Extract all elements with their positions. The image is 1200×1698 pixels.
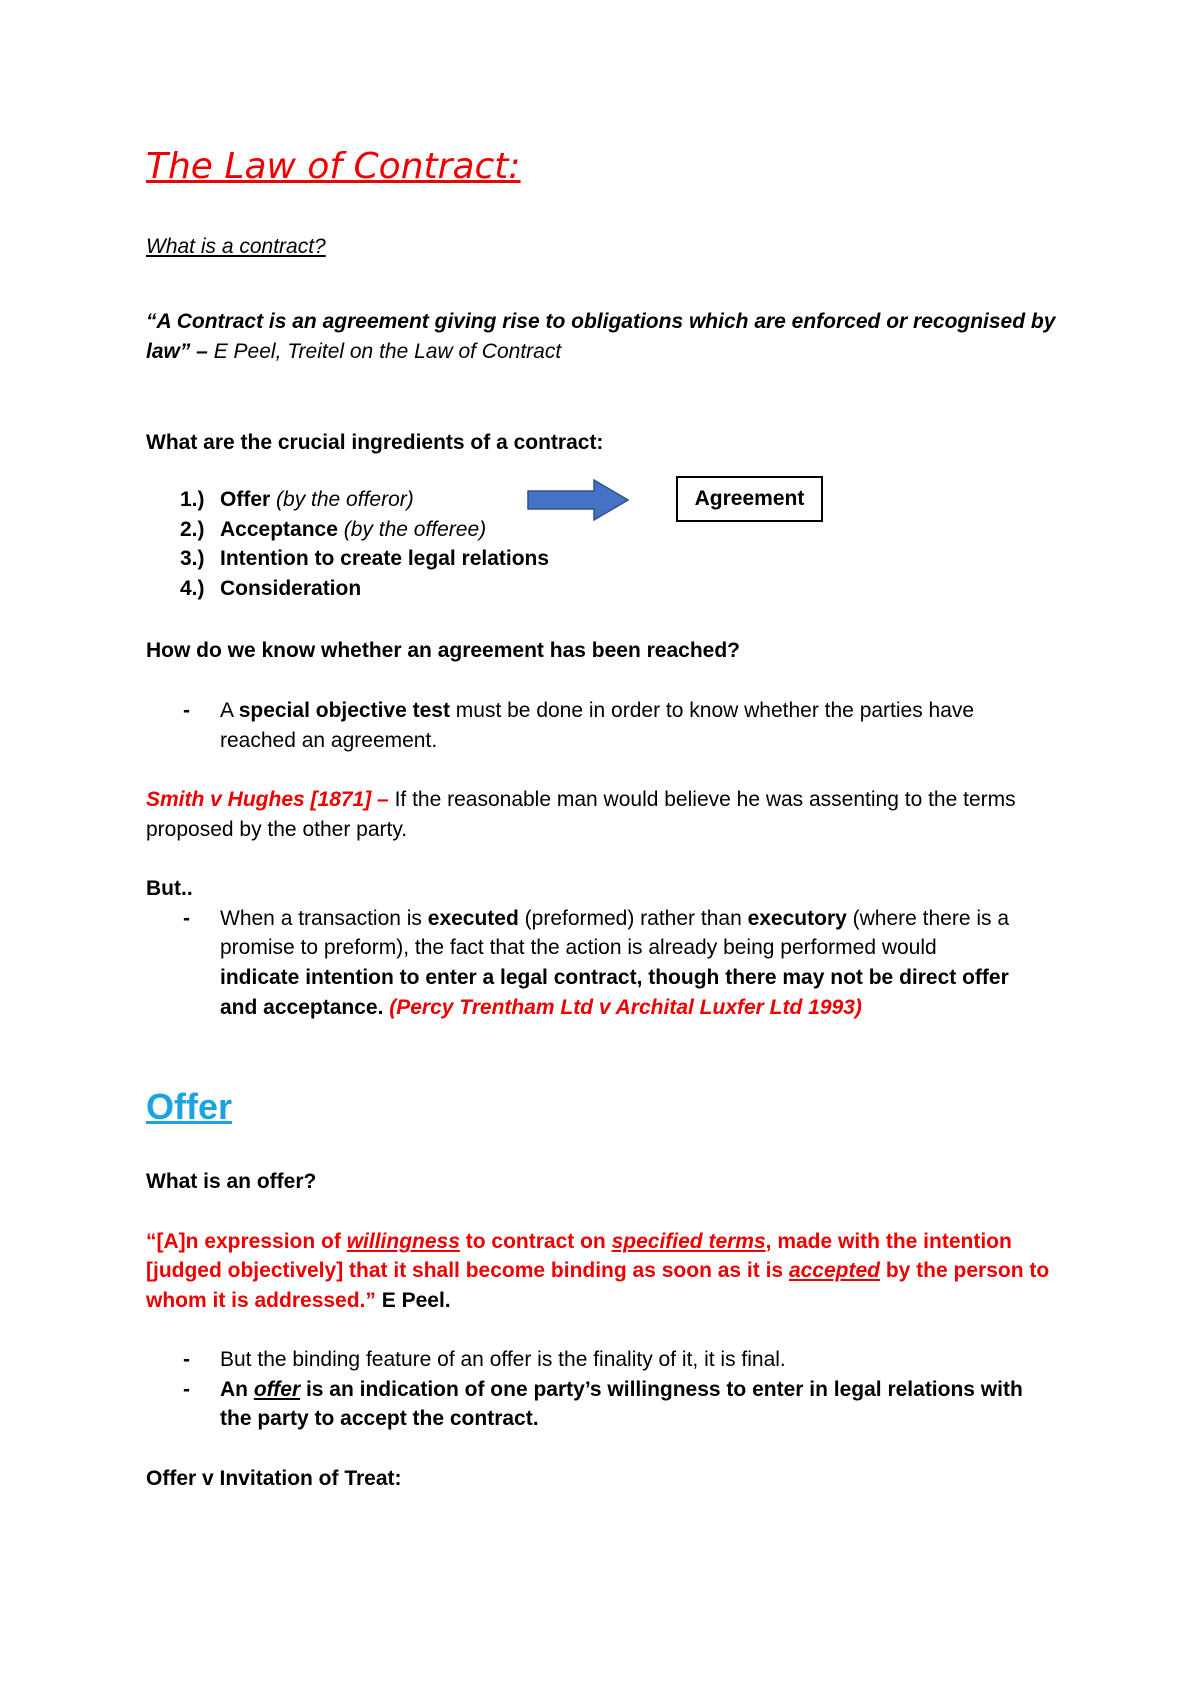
case-citation: (Percy Trentham Ltd v Archital Luxfer Ltd 1993) xyxy=(389,996,862,1019)
smith-v-hughes-line1: Smith v Hughes [1871] – If the reasonable man would believe he was assenting to the terms xyxy=(146,788,1016,811)
but-heading: But.. xyxy=(146,877,193,900)
invitation-heading: Offer v Invitation of Treat: xyxy=(146,1467,402,1490)
executed-line1: When a transaction is executed (preformed) rather than executory (where there is a xyxy=(220,907,1010,930)
bullet-dash: - xyxy=(183,699,190,722)
offer-quote-line1: “[A]n expression of willingness to contract on specified terms, made with the intention xyxy=(146,1230,1012,1253)
bullet-dash: - xyxy=(183,1348,190,1371)
quote-source: E Peel, Treitel on the Law of Contract xyxy=(207,340,562,363)
smith-v-hughes-line2: proposed by the other party. xyxy=(146,818,408,841)
agreement-question-heading: How do we know whether an agreement has been reached? xyxy=(146,639,740,662)
list-item: Intention to create legal relations xyxy=(220,547,550,570)
quote-law: law” – xyxy=(146,340,208,363)
executed-line4: and acceptance. (Percy Trentham Ltd v Archital Luxfer Ltd 1993) xyxy=(220,996,862,1019)
offer-question: What is an offer? xyxy=(146,1170,317,1193)
offer-section-heading: Offer xyxy=(146,1086,233,1127)
ingredients-heading: What are the crucial ingredients of a contract: xyxy=(146,431,604,454)
list-item: Consideration xyxy=(220,577,362,600)
executed-line2: promise to preform), the fact that the action is already being performed would xyxy=(220,936,937,959)
agreement-box: Agreement xyxy=(676,476,823,522)
list-number: 4.) xyxy=(180,577,205,600)
offer-quote-line2: [judged objectively] that it shall become binding as soon as it is accepted by the person to xyxy=(146,1259,1050,1282)
offer-bullet-1: But the binding feature of an offer is the finality of it, it is final. xyxy=(220,1348,786,1371)
bullet-dash: - xyxy=(183,1378,190,1401)
question-what-is-contract: What is a contract? xyxy=(146,235,326,258)
list-number: 3.) xyxy=(180,547,205,570)
objective-test-line2: reached an agreement. xyxy=(220,729,438,752)
bullet-dash: - xyxy=(183,907,190,930)
offer-bullet-2: An offer is an indication of one party’s willingness to enter in legal relations with xyxy=(220,1378,1023,1401)
objective-test-line1: A special objective test must be done in order to know whether the parties have xyxy=(220,699,975,722)
page-title: The Law of Contract: xyxy=(146,146,521,187)
list-item: Acceptance (by the offeree) xyxy=(220,518,487,541)
list-number: 1.) xyxy=(180,488,205,511)
list-number: 2.) xyxy=(180,518,205,541)
quote-line1: “A Contract is an agreement giving rise to obligations which are enforced or recognised by xyxy=(146,310,1056,333)
contract-definition-attribution xyxy=(146,337,561,367)
executed-line3: indicate intention to enter a legal contract, though there may not be direct offer xyxy=(220,966,1009,989)
offer-bullet-2-line2: the party to accept the contract. xyxy=(220,1407,539,1430)
right-arrow-icon xyxy=(526,478,630,522)
case-citation: Smith v Hughes [1871] – xyxy=(146,788,389,811)
list-item: Offer (by the offeror) xyxy=(220,488,414,511)
contract-definition-quote xyxy=(146,307,1055,337)
offer-quote-line3: whom it is addressed.” E Peel. xyxy=(146,1289,451,1312)
